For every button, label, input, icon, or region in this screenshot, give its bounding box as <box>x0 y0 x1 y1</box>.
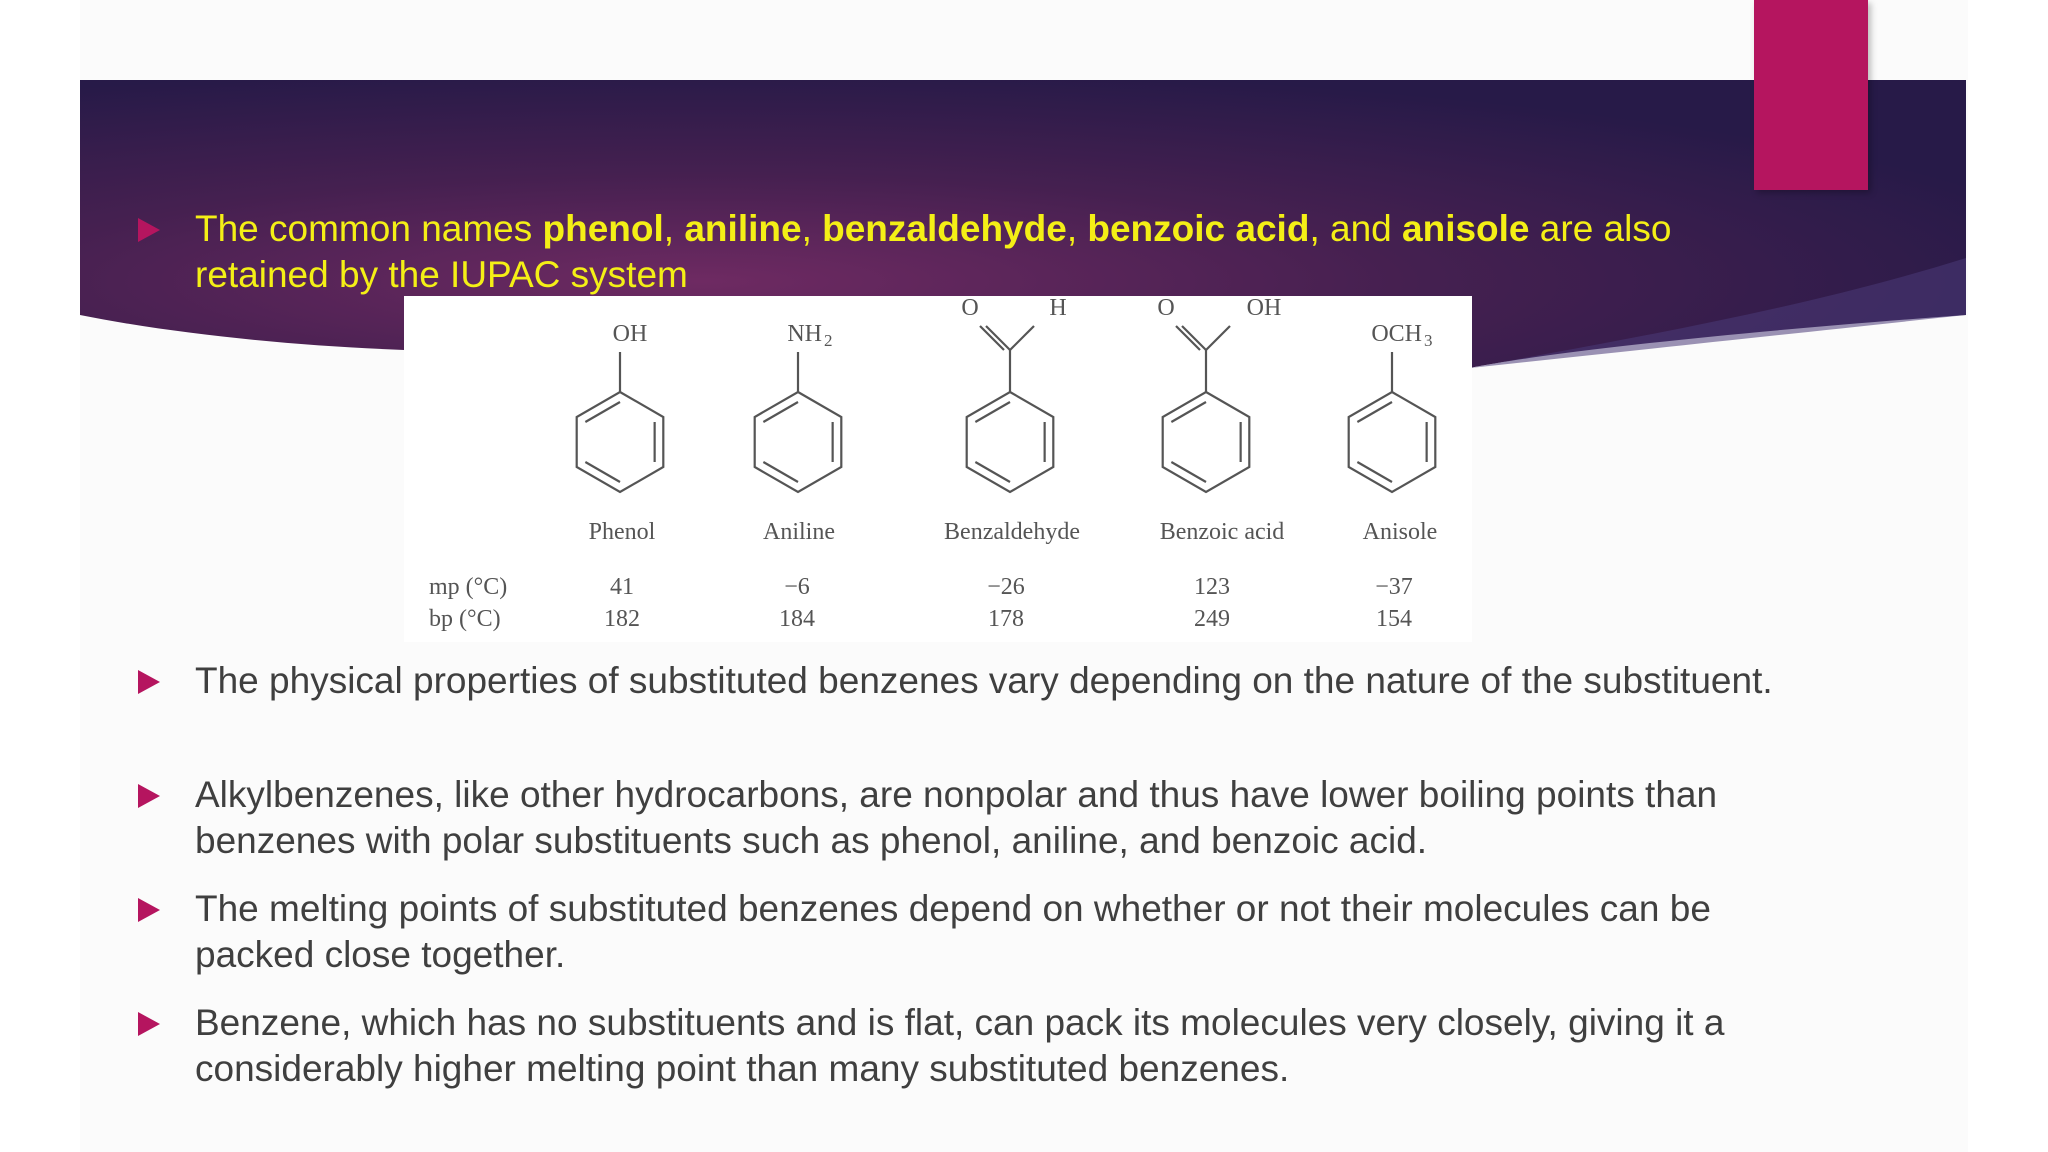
intro-bold-term: aniline <box>684 208 802 249</box>
intro-bold-term: anisole <box>1402 208 1530 249</box>
ring-double-bond <box>585 402 620 422</box>
benzene-ring <box>1163 392 1250 492</box>
intro-text-run: , <box>801 208 823 249</box>
intro-bold-term: benzaldehyde <box>822 208 1067 249</box>
bullet-text: The melting points of substituted benzenes depend on whether or not their molecules can be packed close together. <box>195 888 1711 975</box>
bullet-icon <box>138 898 160 922</box>
intro-text <box>195 206 1785 298</box>
intro-text-run: are also retained by the IUPAC system <box>195 208 1672 295</box>
carbonyl-double-bond <box>1176 326 1200 350</box>
hydrogen-label: H <box>1049 296 1067 321</box>
compound-name: Anisole <box>1362 519 1438 545</box>
bp-value: 178 <box>988 606 1024 632</box>
ring-double-bond <box>1357 462 1392 482</box>
oxygen-label: O <box>961 296 979 321</box>
och3-group-label: OCH <box>1371 321 1422 347</box>
substituent-bond <box>1010 326 1034 350</box>
ring-double-bond <box>763 402 798 422</box>
mp-value: −37 <box>1375 574 1413 600</box>
mp-value: 123 <box>1194 574 1230 600</box>
ring-double-bond <box>763 462 798 482</box>
bullet-text: The physical properties of substituted benzenes vary depending on the nature of the substituent. <box>195 660 1773 701</box>
mp-value: −26 <box>987 574 1025 600</box>
intro-bold-term: phenol <box>542 208 664 249</box>
bullet-icon <box>138 218 160 242</box>
structures-svg <box>404 296 1472 642</box>
bullet-text: Benzene, which has no substituents and is flat, can pack its molecules very closely, giving it a considerably higher melting point than many substituted benzenes. <box>195 1002 1725 1089</box>
ring-double-bond <box>1357 402 1392 422</box>
ring-double-bond <box>1171 402 1206 422</box>
intro-bold-term: benzoic acid <box>1087 208 1310 249</box>
bullet-icon <box>138 784 160 808</box>
hydroxyl-label: OH <box>1246 296 1282 321</box>
bp-row-label: bp (°C) <box>429 606 501 632</box>
compound-name: Benzoic acid <box>1159 519 1285 545</box>
ring-double-bond <box>975 402 1010 422</box>
mp-row-label: mp (°C) <box>429 574 508 600</box>
oxygen-label: O <box>1157 296 1175 321</box>
bullet-text: Alkylbenzenes, like other hydrocarbons, are nonpolar and thus have lower boiling points than benzenes with polar substituents such as phenol, aniline, and benzoic acid. <box>195 774 1718 861</box>
compound-figure <box>404 296 1472 642</box>
bp-value: 182 <box>604 606 640 632</box>
compound-name: Benzaldehyde <box>944 519 1080 545</box>
compound-name: Phenol <box>588 519 656 545</box>
och3-subscript: 3 <box>1424 331 1433 350</box>
oh-group-label: OH <box>612 321 648 347</box>
nh2-group-label: NH <box>787 321 822 347</box>
bp-value: 249 <box>1194 606 1230 632</box>
carbonyl-double-bond <box>980 326 1004 350</box>
mp-value: 41 <box>610 574 634 600</box>
carbonyl-bond <box>986 326 1010 350</box>
carbonyl-bond <box>1182 326 1206 350</box>
ring-double-bond <box>1171 462 1206 482</box>
intro-text-run: , and <box>1309 208 1403 249</box>
benzene-ring <box>967 392 1054 492</box>
benzene-ring <box>1349 392 1436 492</box>
ring-double-bond <box>585 462 620 482</box>
accent-tab <box>1754 0 1868 190</box>
intro-text-run: , <box>1066 208 1088 249</box>
benzene-ring <box>755 392 842 492</box>
mp-value: −6 <box>784 574 810 600</box>
bullet-icon <box>138 670 160 694</box>
benzene-ring <box>577 392 664 492</box>
bp-value: 184 <box>779 606 815 632</box>
compound-name: Aniline <box>763 519 835 545</box>
nh2-subscript: 2 <box>824 331 833 350</box>
bp-value: 154 <box>1376 606 1412 632</box>
intro-text-run: The common names <box>195 208 543 249</box>
substituent-bond <box>1206 326 1230 350</box>
ring-double-bond <box>975 462 1010 482</box>
intro-text-run: , <box>663 208 685 249</box>
bullet-icon <box>138 1012 160 1036</box>
